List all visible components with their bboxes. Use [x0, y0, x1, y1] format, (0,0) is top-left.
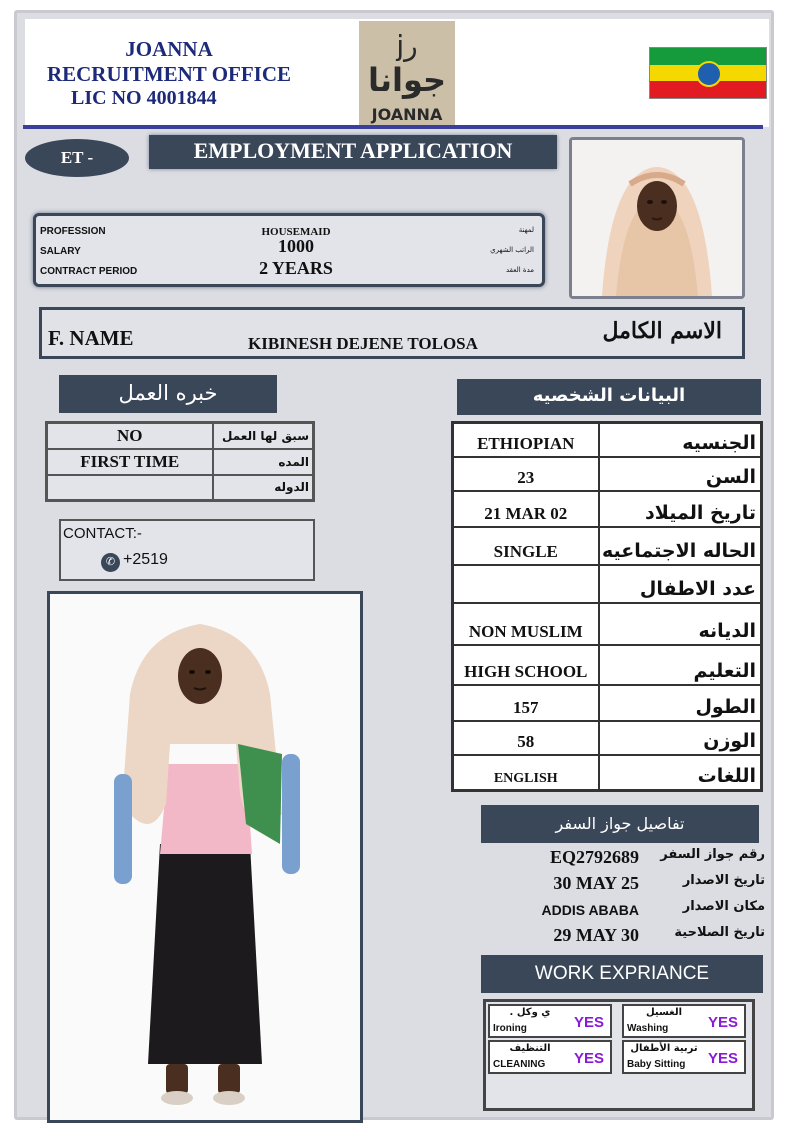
- table-row: [453, 527, 762, 565]
- license-number: LIC NO 4001844: [71, 87, 217, 109]
- table-row: [453, 423, 762, 457]
- contract-label-ar: مدة العقد: [506, 266, 534, 274]
- passport-label: تاريخ الصلاحية: [674, 925, 765, 940]
- personal-label: تاريخ الميلاد: [599, 491, 762, 527]
- joanna-logo: [359, 21, 455, 129]
- table-row: [453, 603, 762, 645]
- application-form: [14, 10, 774, 1120]
- experience-value: NO: [47, 423, 213, 449]
- work-item-status: YES: [573, 1050, 604, 1067]
- experience-label: المده: [213, 449, 314, 475]
- work-item-label: Baby Sitting: [627, 1059, 686, 1070]
- table-row: [47, 475, 314, 501]
- table-row: [453, 491, 762, 527]
- full-name-label-ar: الاسم الكامل: [602, 318, 722, 344]
- table-row: [47, 423, 314, 449]
- table-row: [453, 565, 762, 603]
- work-experience-grid: [483, 999, 755, 1111]
- passport-row: [457, 899, 767, 923]
- work-item-baby-sitting: [622, 1040, 746, 1074]
- work-item-label: CLEANING: [493, 1059, 546, 1070]
- ethiopia-flag-icon: [649, 47, 767, 99]
- personal-value: 21 MAR 02: [453, 491, 599, 527]
- personal-label: السن: [599, 457, 762, 491]
- passport-value: 30 MAY 25: [553, 873, 639, 893]
- personal-label: الديانه: [599, 603, 762, 645]
- personal-label: التعليم: [599, 645, 762, 685]
- passport-value: EQ2792689: [549, 847, 639, 867]
- logo-english: JOANNA: [371, 105, 443, 124]
- office-name: [35, 37, 303, 87]
- table-row: [453, 457, 762, 491]
- personal-value: 157: [453, 685, 599, 721]
- work-item-status: YES: [707, 1050, 738, 1067]
- passport-row: [457, 847, 767, 871]
- work-item-label: Ironing: [493, 1023, 527, 1034]
- work-item-label: Washing: [627, 1023, 669, 1034]
- table-row: [453, 685, 762, 721]
- experience-table: [45, 421, 315, 502]
- personal-value: 23: [453, 457, 599, 491]
- contact-label: CONTACT:-: [63, 525, 142, 542]
- personal-label: اللغات: [599, 755, 762, 791]
- salary-value: 1000: [278, 236, 314, 256]
- phone-number: +2519: [123, 551, 168, 568]
- full-name-box: [39, 307, 745, 359]
- header-divider: [23, 125, 763, 129]
- portrait-photo: [569, 137, 745, 299]
- passport-title: تفاصيل جواز السفر: [481, 805, 759, 843]
- personal-data-table: [451, 421, 763, 792]
- work-item-status: YES: [573, 1014, 604, 1031]
- personal-value: ENGLISH: [453, 755, 599, 791]
- flag-emblem-icon: [696, 61, 722, 87]
- experience-label: سبق لها العمل: [213, 423, 314, 449]
- portrait-illustration: [572, 140, 742, 296]
- passport-row: [457, 925, 767, 949]
- full-name-value: KIBINESH DEJENE TOLOSA: [248, 334, 478, 353]
- job-details-box: [33, 213, 545, 287]
- personal-label: الحاله الاجتماعيه: [599, 527, 762, 565]
- personal-value: SINGLE: [453, 527, 599, 565]
- phone-icon: ✆: [101, 553, 120, 572]
- personal-label: عدد الاطفال: [599, 565, 762, 603]
- full-name-label: F. NAME: [48, 326, 134, 350]
- personal-label: الطول: [599, 685, 762, 721]
- work-experience-title: WORK EXPRIANCE: [481, 955, 763, 993]
- passport-label: مكان الاصدار: [682, 899, 765, 914]
- office-name-line1: JOANNA: [125, 37, 213, 61]
- personal-value: [453, 565, 599, 603]
- table-row: [47, 449, 314, 475]
- work-item-status: YES: [707, 1014, 738, 1031]
- experience-title: خبره العمل: [59, 375, 277, 413]
- personal-value: ETHIOPIAN: [453, 423, 599, 457]
- table-row: [453, 755, 762, 791]
- personal-value: HIGH SCHOOL: [453, 645, 599, 685]
- full-body-photo: [47, 591, 363, 1123]
- logo-arabic: جوانا: [367, 61, 447, 99]
- experience-value: [47, 475, 213, 501]
- work-item-label-ar: الغسيل: [645, 1007, 682, 1018]
- passport-label: تاريخ الاصدار: [682, 873, 765, 888]
- personal-data-title: البيانات الشخصيه: [457, 379, 761, 415]
- passport-value: ADDIS ABABA: [541, 902, 639, 918]
- work-item-cleaning: [488, 1040, 612, 1074]
- personal-value: 58: [453, 721, 599, 755]
- salary-label-ar: الراتب الشهري: [490, 246, 534, 254]
- reference-badge: ET -: [25, 139, 129, 177]
- work-item-label-ar: ي وكل .: [509, 1007, 551, 1018]
- personal-label: الوزن: [599, 721, 762, 755]
- header: [25, 19, 769, 127]
- profession-label: PROFESSION: [40, 226, 106, 237]
- salary-label: SALARY: [40, 246, 81, 257]
- work-item-ironing: [488, 1004, 612, 1038]
- personal-label: الجنسيه: [599, 423, 762, 457]
- profession-label-ar: لمهنة: [518, 226, 534, 234]
- passport-label: رقم جواز السفر: [660, 847, 765, 862]
- experience-label: الدوله: [213, 475, 314, 501]
- table-row: [453, 645, 762, 685]
- personal-value: NON MUSLIM: [453, 603, 599, 645]
- logo-mark: jر: [396, 29, 418, 62]
- office-name-line2: RECRUITMENT OFFICE: [46, 62, 292, 86]
- table-row: [453, 721, 762, 755]
- contract-value: 2 YEARS: [259, 258, 333, 278]
- profession-value: HOUSEMAID: [261, 226, 331, 238]
- form-title: EMPLOYMENT APPLICATION: [149, 135, 557, 169]
- passport-value: 29 MAY 30: [553, 925, 639, 945]
- full-body-illustration: [50, 594, 360, 1120]
- passport-row: [457, 873, 767, 897]
- contract-label: CONTRACT PERIOD: [40, 266, 138, 277]
- work-item-washing: [622, 1004, 746, 1038]
- contact-box: [59, 519, 315, 581]
- work-item-label-ar: تربية الأطفال: [630, 1043, 698, 1054]
- work-item-label-ar: التنظيف: [509, 1043, 551, 1054]
- experience-value: FIRST TIME: [47, 449, 213, 475]
